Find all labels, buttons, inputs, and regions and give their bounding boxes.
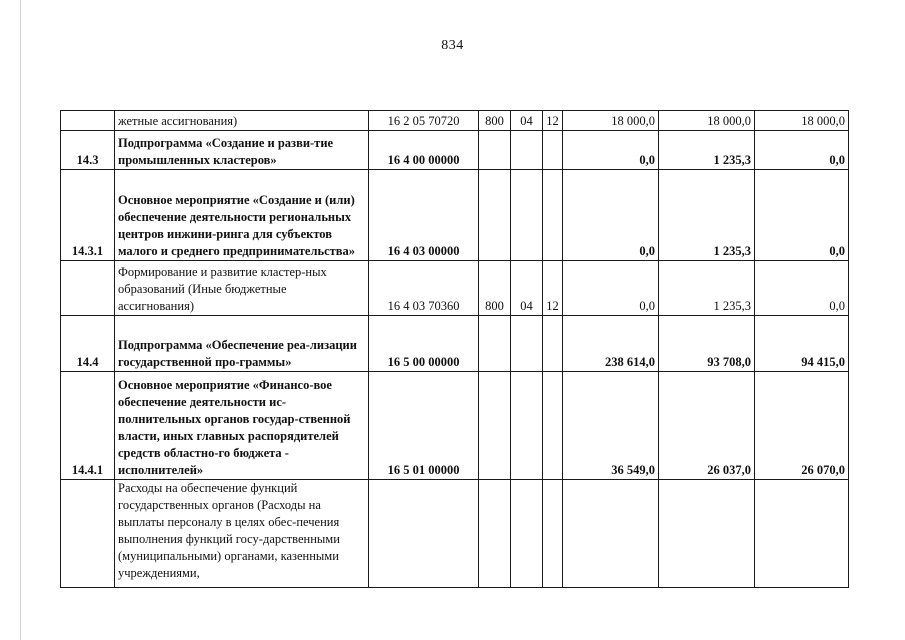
- section-code: [511, 372, 543, 480]
- section-code: [511, 170, 543, 261]
- amount-year-3: 0,0: [755, 261, 849, 316]
- amount-year-3: 26 070,0: [755, 372, 849, 480]
- amount-year-1: 238 614,0: [563, 316, 659, 372]
- amount-year-1: [563, 480, 659, 588]
- section-code: [511, 316, 543, 372]
- table-row: [61, 111, 849, 131]
- row-number: 14.4: [61, 316, 115, 372]
- target-code: 16 4 03 00000: [369, 170, 479, 261]
- subsection-code: [543, 480, 563, 588]
- amount-year-2: 18 000,0: [659, 111, 755, 131]
- row-number: [61, 111, 115, 131]
- amount-year-1: 36 549,0: [563, 372, 659, 480]
- expense-type: [479, 480, 511, 588]
- row-number: 14.4.1: [61, 372, 115, 480]
- amount-year-2: 26 037,0: [659, 372, 755, 480]
- amount-year-2: 1 235,3: [659, 261, 755, 316]
- expense-type: 800: [479, 111, 511, 131]
- target-code: 16 2 05 70720: [369, 111, 479, 131]
- subsection-code: [543, 372, 563, 480]
- row-number: 14.3.1: [61, 170, 115, 261]
- row-name: Основное мероприятие «Финансо-вое обеспечение деятельности ис-полнительных органов государ-ственной власти, иных главных распорядителей средств областно-го бюджета - исполнителей»: [115, 372, 369, 480]
- section-code: 04: [511, 111, 543, 131]
- subsection-code: [543, 131, 563, 170]
- table-row: [61, 316, 849, 372]
- amount-year-2: 1 235,3: [659, 131, 755, 170]
- row-name: жетные ассигнования): [115, 111, 369, 131]
- amount-year-1: 18 000,0: [563, 111, 659, 131]
- amount-year-1: 0,0: [563, 261, 659, 316]
- row-name: Основное мероприятие «Создание и (или) обеспечение деятельности региональных центров инжини-ринга для субъектов малого и среднего предпринимательства»: [115, 170, 369, 261]
- amount-year-3: 0,0: [755, 170, 849, 261]
- row-number: 14.3: [61, 131, 115, 170]
- subsection-code: [543, 170, 563, 261]
- amount-year-1: 0,0: [563, 131, 659, 170]
- amount-year-3: 94 415,0: [755, 316, 849, 372]
- amount-year-3: [755, 480, 849, 588]
- amount-year-1: 0,0: [563, 170, 659, 261]
- subsection-code: 12: [543, 111, 563, 131]
- section-code: [511, 131, 543, 170]
- table-row: [61, 170, 849, 261]
- row-number: [61, 261, 115, 316]
- section-code: [511, 480, 543, 588]
- table-row: [61, 372, 849, 480]
- row-name: Расходы на обеспечение функций государственных органов (Расходы на выплаты персоналу в целях обес-печения выполнения функций госу-дарственными (муниципальными) органами, казенными учреждениями,: [115, 480, 369, 588]
- scan-left-edge: [20, 0, 21, 640]
- expense-type: [479, 372, 511, 480]
- table-row: [61, 131, 849, 170]
- amount-year-3: 18 000,0: [755, 111, 849, 131]
- budget-table: [60, 110, 849, 588]
- table-row: [61, 261, 849, 316]
- row-number: [61, 480, 115, 588]
- row-name: Подпрограмма «Создание и разви-тие промышленных кластеров»: [115, 131, 369, 170]
- amount-year-3: 0,0: [755, 131, 849, 170]
- amount-year-2: 1 235,3: [659, 170, 755, 261]
- expense-type: [479, 170, 511, 261]
- expense-type: 800: [479, 261, 511, 316]
- subsection-code: 12: [543, 261, 563, 316]
- page-number: 834: [441, 38, 464, 53]
- row-name: Формирование и развитие кластер-ных образований (Иные бюджетные ассигнования): [115, 261, 369, 316]
- row-name: Подпрограмма «Обеспечение реа-лизации государственной про-граммы»: [115, 316, 369, 372]
- expense-type: [479, 131, 511, 170]
- target-code: 16 4 03 70360: [369, 261, 479, 316]
- subsection-code: [543, 316, 563, 372]
- target-code: [369, 480, 479, 588]
- target-code: 16 5 01 00000: [369, 372, 479, 480]
- target-code: 16 4 00 00000: [369, 131, 479, 170]
- amount-year-2: [659, 480, 755, 588]
- amount-year-2: 93 708,0: [659, 316, 755, 372]
- section-code: 04: [511, 261, 543, 316]
- target-code: 16 5 00 00000: [369, 316, 479, 372]
- expense-type: [479, 316, 511, 372]
- table-row: [61, 480, 849, 588]
